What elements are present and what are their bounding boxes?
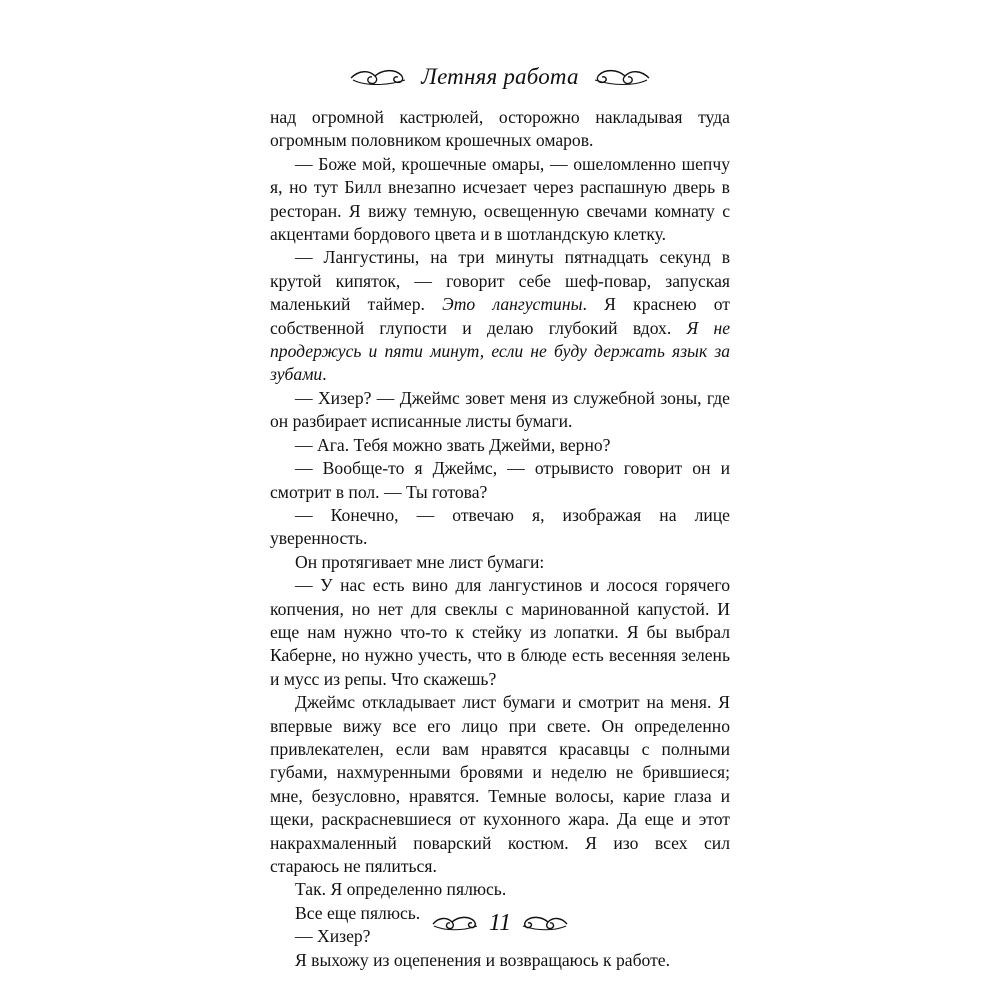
paragraph: — Лангустины, на три минуты пятнадцать секунд в крутой кипяток, — говорит себе шеф-повар, запуская маленький таймер. Это лангустины. Я краснею от собственной глупости и делаю глубокий вдох. Я не продержусь и пяти минут, если не буду держать язык за зубами.	[270, 247, 730, 385]
paragraph: — Конечно, — отвечаю я, изображая на лице уверенность.	[270, 504, 730, 549]
paragraph: — Вообще-то я Джеймс, — отрывисто говорит он и смотрит в пол. — Ты готова?	[270, 458, 730, 502]
paragraph: Все еще пялюсь.	[295, 902, 421, 923]
page-footer	[0, 906, 1000, 940]
italic-text: Это лангустины	[442, 294, 583, 315]
paragraph: Джеймс откладывает лист бумаги и смотрит на меня. Я впервые вижу все его лицо при свете. Он определенно привлекателен, если вам нравятся красавцы с полными губами, нахмуренными бровями и неделю не брившиеся; мне, безусловно, нравятся. Темные волосы, карие глаза и щеки, раскрасневшиеся от кухонного жара. Да еще и этот накрахмаленный поварский костюм. Я изо всех сил стараюсь не пялиться.	[270, 692, 730, 876]
paragraph: над огромной кастрюлей, осторожно накладывая туда огромным половником крошечных омаров.	[270, 107, 730, 151]
paragraph: — Ага. Тебя можно звать Джейми, верно?	[295, 434, 611, 455]
body-text	[270, 106, 730, 972]
header-title: Летняя работа	[421, 64, 579, 89]
page-number: 11	[488, 909, 512, 936]
scroll-ornament-right-icon	[593, 67, 651, 87]
scroll-ornament-right-icon	[521, 914, 569, 932]
paragraph: — Хизер?	[295, 926, 371, 947]
paragraph: — У нас есть вино для лангустинов и лосося горячего копчения, но нет для свеклы с маринованной капустой. И еще нам нужно что-то к стейку из лопатки. Я бы выбрал Каберне, но нужно учесть, что в блюде есть весенняя зелень и мусс из репы. Что скажешь?	[270, 575, 730, 689]
paragraph: Я выхожу из оцепенения и возвращаюсь к работе.	[295, 949, 671, 970]
paragraph: — Хизер? — Джеймс зовет меня из служебной зоны, где он разбирает исписанные листы бумаги.	[270, 387, 730, 432]
scroll-ornament-left-icon	[431, 914, 479, 932]
scroll-ornament-left-icon	[349, 67, 407, 87]
paragraph: Он протягивает мне лист бумаги:	[295, 551, 545, 572]
paragraph: — Боже мой, крошечные омары, — ошеломленно шепчу я, но тут Билл внезапно исчезает через распашную дверь в ресторан. Я вижу темную, освещенную свечами комнату с акцентами бордового цвета и в шотландскую клетку.	[270, 153, 730, 245]
italic-text: Я не продержусь и пяти минут, если не буду держать язык за зубами	[270, 317, 730, 385]
running-header	[0, 62, 1000, 92]
paragraph: Так. Я определенно пялюсь.	[295, 879, 507, 900]
